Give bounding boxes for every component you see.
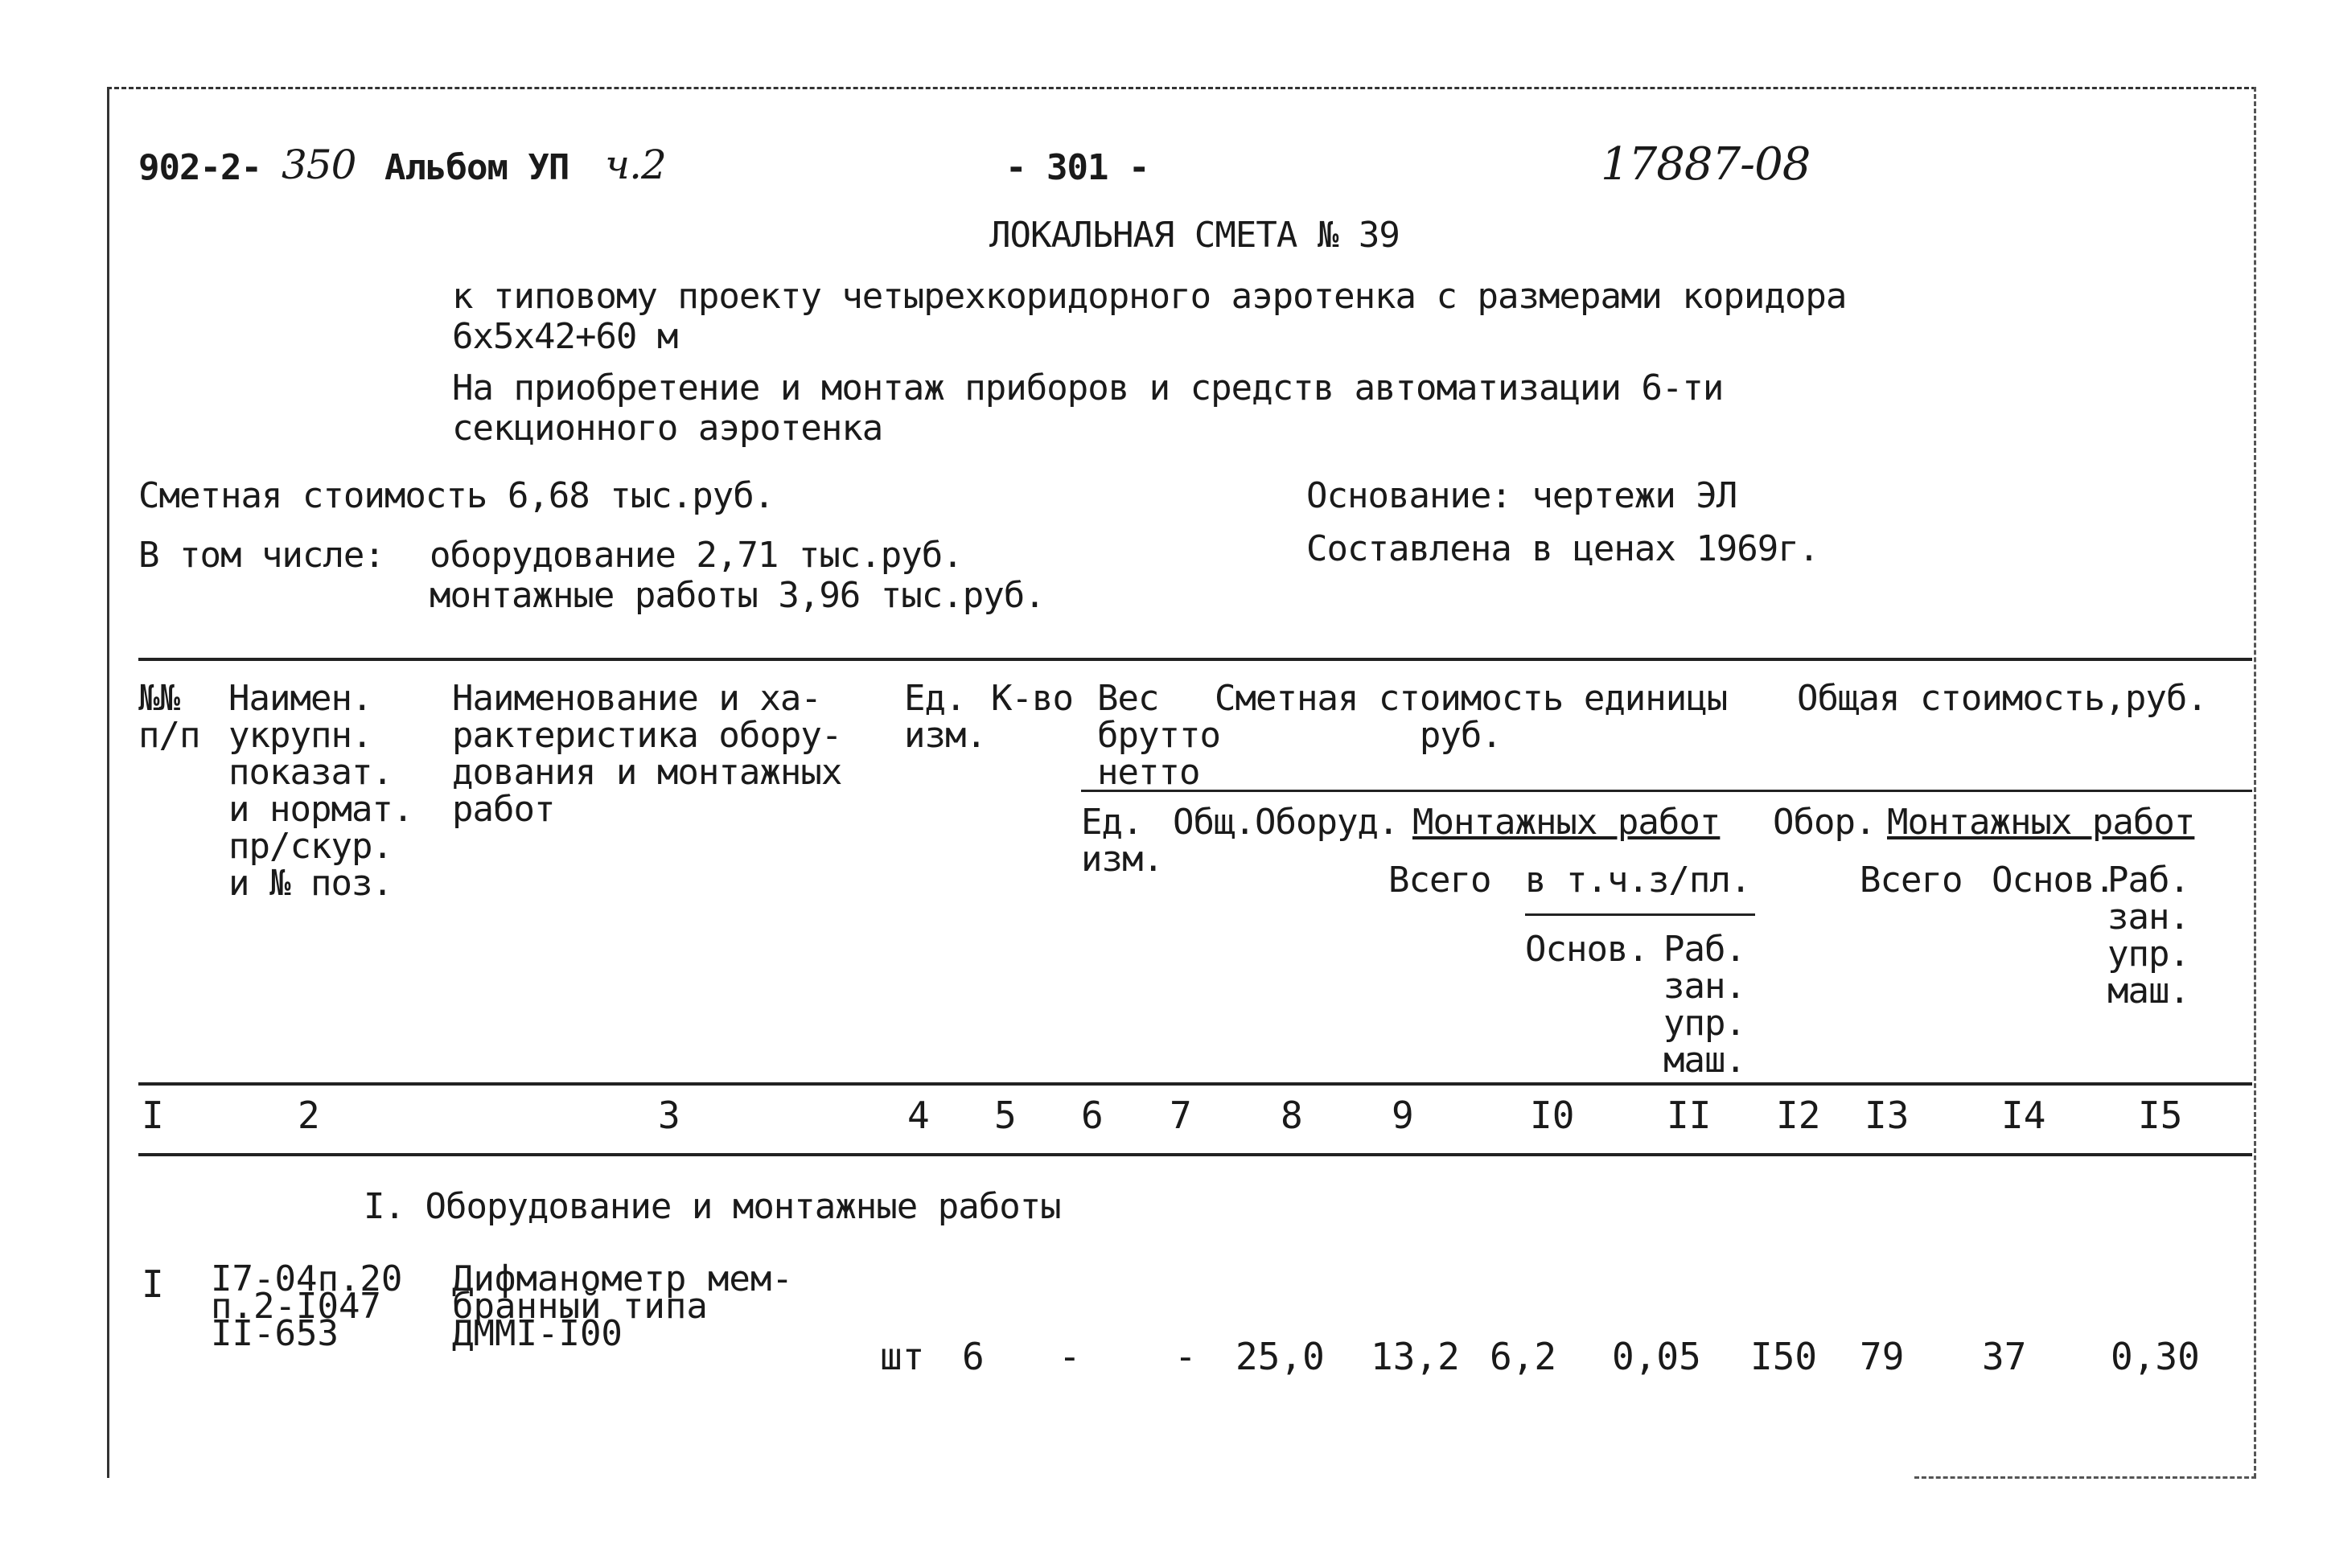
colnum-14: I4: [2001, 1094, 2046, 1137]
including-label: В том числе:: [138, 535, 384, 576]
volume-handwritten: ч.2: [605, 142, 666, 188]
title-line-2: 6х5х42+60 м: [452, 316, 678, 357]
sub-machine-header: Раб. зан. упр. маш.: [1663, 929, 1745, 1081]
colnum-15: I5: [2138, 1094, 2183, 1137]
col-qty-header: К-во: [991, 678, 1073, 719]
colnum-5: 5: [994, 1094, 1017, 1137]
row-equip-total: I50: [1750, 1335, 1818, 1378]
header-bottom-rule: [138, 1082, 2252, 1086]
sub-all-header: Всего: [1388, 860, 1491, 901]
row-install-base: 6,2: [1490, 1335, 1557, 1378]
header-mid-rule: [1081, 790, 2252, 792]
installation-cost: монтажные работы 3,96 тыс.руб.: [430, 575, 1045, 616]
col-total-cost-header: Общая стоимость,руб.: [1797, 678, 2207, 719]
col-unit-cost-header: Сметная стоимость единицы руб.: [1215, 678, 1728, 756]
sub-all2-header: Всего: [1860, 860, 1963, 901]
row-unit: шт: [880, 1335, 925, 1378]
album-label: Альбом УП: [384, 147, 569, 188]
title-line-4: секционного аэротенка: [452, 408, 883, 449]
estimated-cost: Сметная стоимость 6,68 тыс.руб.: [138, 475, 775, 516]
sub-equip2-header: Обор.: [1773, 802, 1876, 843]
row-qty: 6: [962, 1335, 985, 1378]
row-equip-unit-cost: 25,0: [1235, 1335, 1325, 1378]
title-line-1: к типовому проекту четырехкоридорного аэротенка с размерами коридора: [452, 276, 1847, 317]
colnum-11: II: [1667, 1094, 1712, 1137]
sub-install-header: Монтажных работ: [1412, 802, 1721, 843]
equipment-cost: оборудование 2,71 тыс.руб.: [430, 535, 963, 576]
row-weight-unit: -: [1059, 1335, 1081, 1378]
col-code-header: Наимен. укрупн. показат. и нормат. пр/скур. и № поз.: [228, 678, 413, 904]
row-name: Дифманометр мем- бранный типа ДММI-I00: [452, 1258, 793, 1354]
sub-equip-header: Оборуд.: [1255, 802, 1399, 843]
colnum-6: 6: [1081, 1094, 1104, 1137]
title-line-3: На приобретение и монтаж приборов и средств автоматизации 6-ти: [452, 367, 1724, 408]
sub-base-header: Основ.: [1525, 929, 1648, 970]
col-number-header: №№ п/п: [138, 678, 200, 756]
column-numbers-rule: [138, 1153, 2252, 1156]
sub-install2-header: Монтажных работ: [1887, 802, 2195, 843]
frame-right-border: [2254, 87, 2256, 1478]
row-install-total: 79: [1860, 1335, 1905, 1378]
colnum-3: 3: [658, 1094, 680, 1137]
frame-top-border: [107, 87, 2256, 89]
colnum-10: I0: [1530, 1094, 1575, 1137]
row-base-total: 37: [1982, 1335, 2027, 1378]
sub-unit-header: Ед. изм.: [1081, 802, 1163, 880]
row-code: I7-04п.20 п.2-I047 II-653: [211, 1258, 403, 1354]
colnum-13: I3: [1864, 1094, 1910, 1137]
colnum-8: 8: [1281, 1094, 1303, 1137]
frame-left-border: [107, 87, 109, 1478]
frame-bottom-border: [1914, 1476, 2256, 1479]
row-weight-total: -: [1174, 1335, 1197, 1378]
prices-note: Составлена в ценах 1969г.: [1306, 528, 1819, 569]
row-machine-total: 0,30: [2111, 1335, 2200, 1378]
row-number: I: [142, 1262, 164, 1306]
page-number: - 301 -: [1005, 147, 1149, 188]
sub-incl-wages-header: в т.ч.з/пл.: [1525, 860, 1751, 901]
colnum-12: I2: [1776, 1094, 1821, 1137]
project-code-prefix: 902-2-: [138, 147, 261, 188]
row-install-all: 13,2: [1371, 1335, 1460, 1378]
wages-rule: [1525, 913, 1755, 916]
document-number-handwritten: 17887-08: [1601, 138, 1811, 191]
sub-total-header: Общ.: [1173, 802, 1255, 843]
estimate-heading: ЛОКАЛЬНАЯ СМЕТА № 39: [989, 215, 1400, 256]
colnum-4: 4: [907, 1094, 930, 1137]
colnum-7: 7: [1170, 1094, 1192, 1137]
sub-base2-header: Основ.: [1992, 860, 2115, 901]
basis-note: Основание: чертежи ЭЛ: [1306, 475, 1737, 516]
colnum-9: 9: [1392, 1094, 1414, 1137]
section-title: I. Оборудование и монтажные работы: [364, 1186, 1061, 1227]
col-name-header: Наименование и ха- рактеристика обору- дования и монтажных работ: [452, 678, 842, 830]
row-install-machine: 0,05: [1612, 1335, 1701, 1378]
col-unit-header: Ед. изм.: [904, 678, 986, 756]
header-top-rule: [138, 658, 2252, 661]
sub-machine2-header: Раб. зан. упр. маш.: [2107, 860, 2189, 1012]
colnum-1: I: [142, 1094, 164, 1137]
project-code-handwritten: 350: [282, 142, 356, 188]
colnum-2: 2: [298, 1094, 320, 1137]
col-weight-header: Вес брутто нетто: [1097, 678, 1220, 793]
